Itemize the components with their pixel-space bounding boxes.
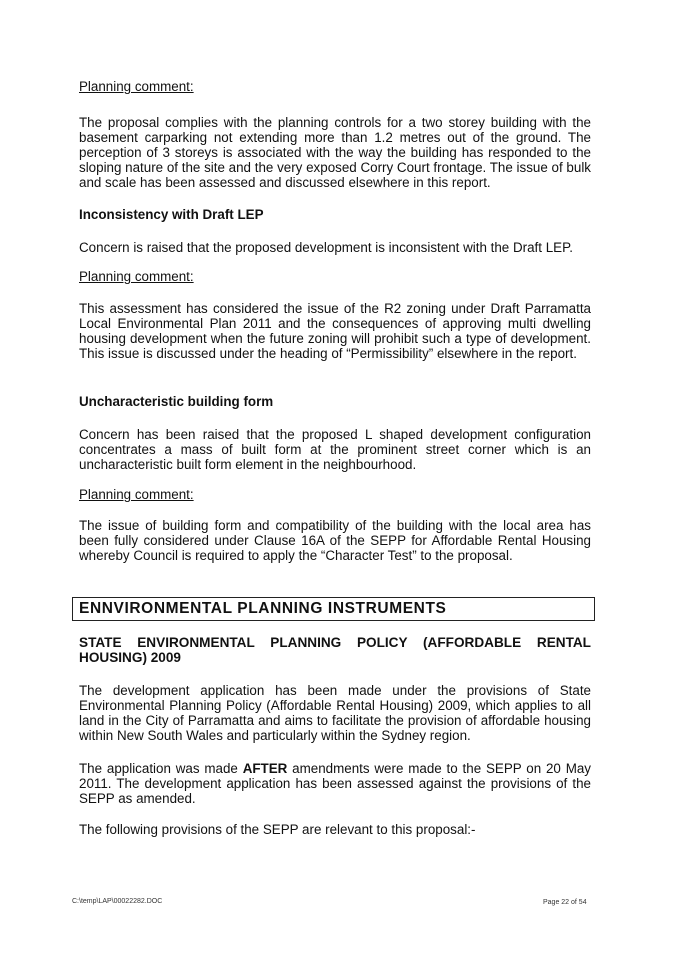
footer-page-number: Page 22 of 54 xyxy=(543,899,587,906)
planning-comment-heading-2: Planning comment: xyxy=(79,269,194,284)
footer-file-path: C:\temp\LAP\00022282.DOC xyxy=(72,898,163,905)
section-title-box xyxy=(72,597,595,621)
heading-uncharacteristic-building-form: Uncharacteristic building form xyxy=(79,394,274,409)
planning-comment-text-2: This assessment has considered the issue of the R2 zoning under Draft Parramatta Local Environmental Plan 2011 and the consequences of approving multi dwelling housing development when the future zoning will prohibit such a type of development. This issue is discussed under the heading of “Permissibility” elsewhere in the report. xyxy=(79,301,591,361)
planning-comment-heading-3: Planning comment: xyxy=(79,487,194,502)
planning-comment-text-3: The issue of building form and compatibility of the building with the local area has been fully considered under Clause 16A of the SEPP for Affordable Rental Housing whereby Council is required to apply the “Character Test” to the proposal. xyxy=(79,518,591,563)
application-text-end: amendments were made to the SEPP on 20 May 2011. The development application has been assessed against the provisions of the SEPP as amended. xyxy=(79,761,591,806)
application-text-emphasis: AFTER xyxy=(242,761,288,776)
building-form-concern-text: Concern has been raised that the proposed L shaped development configuration concentrates a mass of built form at the prominent street corner which is an uncharacteristic built form element in the neighbourhood. xyxy=(79,427,591,472)
section-title: ENNVIRONMENTAL PLANNING INSTRUMENTS xyxy=(79,600,447,617)
sepp-heading: STATE ENVIRONMENTAL PLANNING POLICY (AFFORDABLE RENTAL HOUSING) 2009 xyxy=(79,635,591,665)
application-amendment-text xyxy=(79,761,591,806)
planning-comment-heading-1: Planning comment: xyxy=(79,79,194,94)
application-text-start: The application was made xyxy=(79,761,243,776)
heading-inconsistency-draft-lep: Inconsistency with Draft LEP xyxy=(79,207,264,222)
sepp-intro-text: The development application has been made under the provisions of State Environmental Planning Policy (Affordable Rental Housing) 2009, which applies to all land in the City of Parramatta and aims to facilitate the provision of affordable housing within New South Wales and particularly within the Sydney region. xyxy=(79,683,591,743)
relevant-provisions-text: The following provisions of the SEPP are relevant to this proposal:- xyxy=(79,822,476,837)
lep-concern-text: Concern is raised that the proposed development is inconsistent with the Draft LEP. xyxy=(79,240,573,255)
planning-comment-text-1: The proposal complies with the planning controls for a two storey building with the basement carparking not extending more than 1.2 metres out of the ground. The perception of 3 storeys is associated with the way the building has responded to the sloping nature of the site and the very exposed Corry Court frontage. The issue of bulk and scale has been assessed and discussed elsewhere in this report. xyxy=(79,115,591,190)
